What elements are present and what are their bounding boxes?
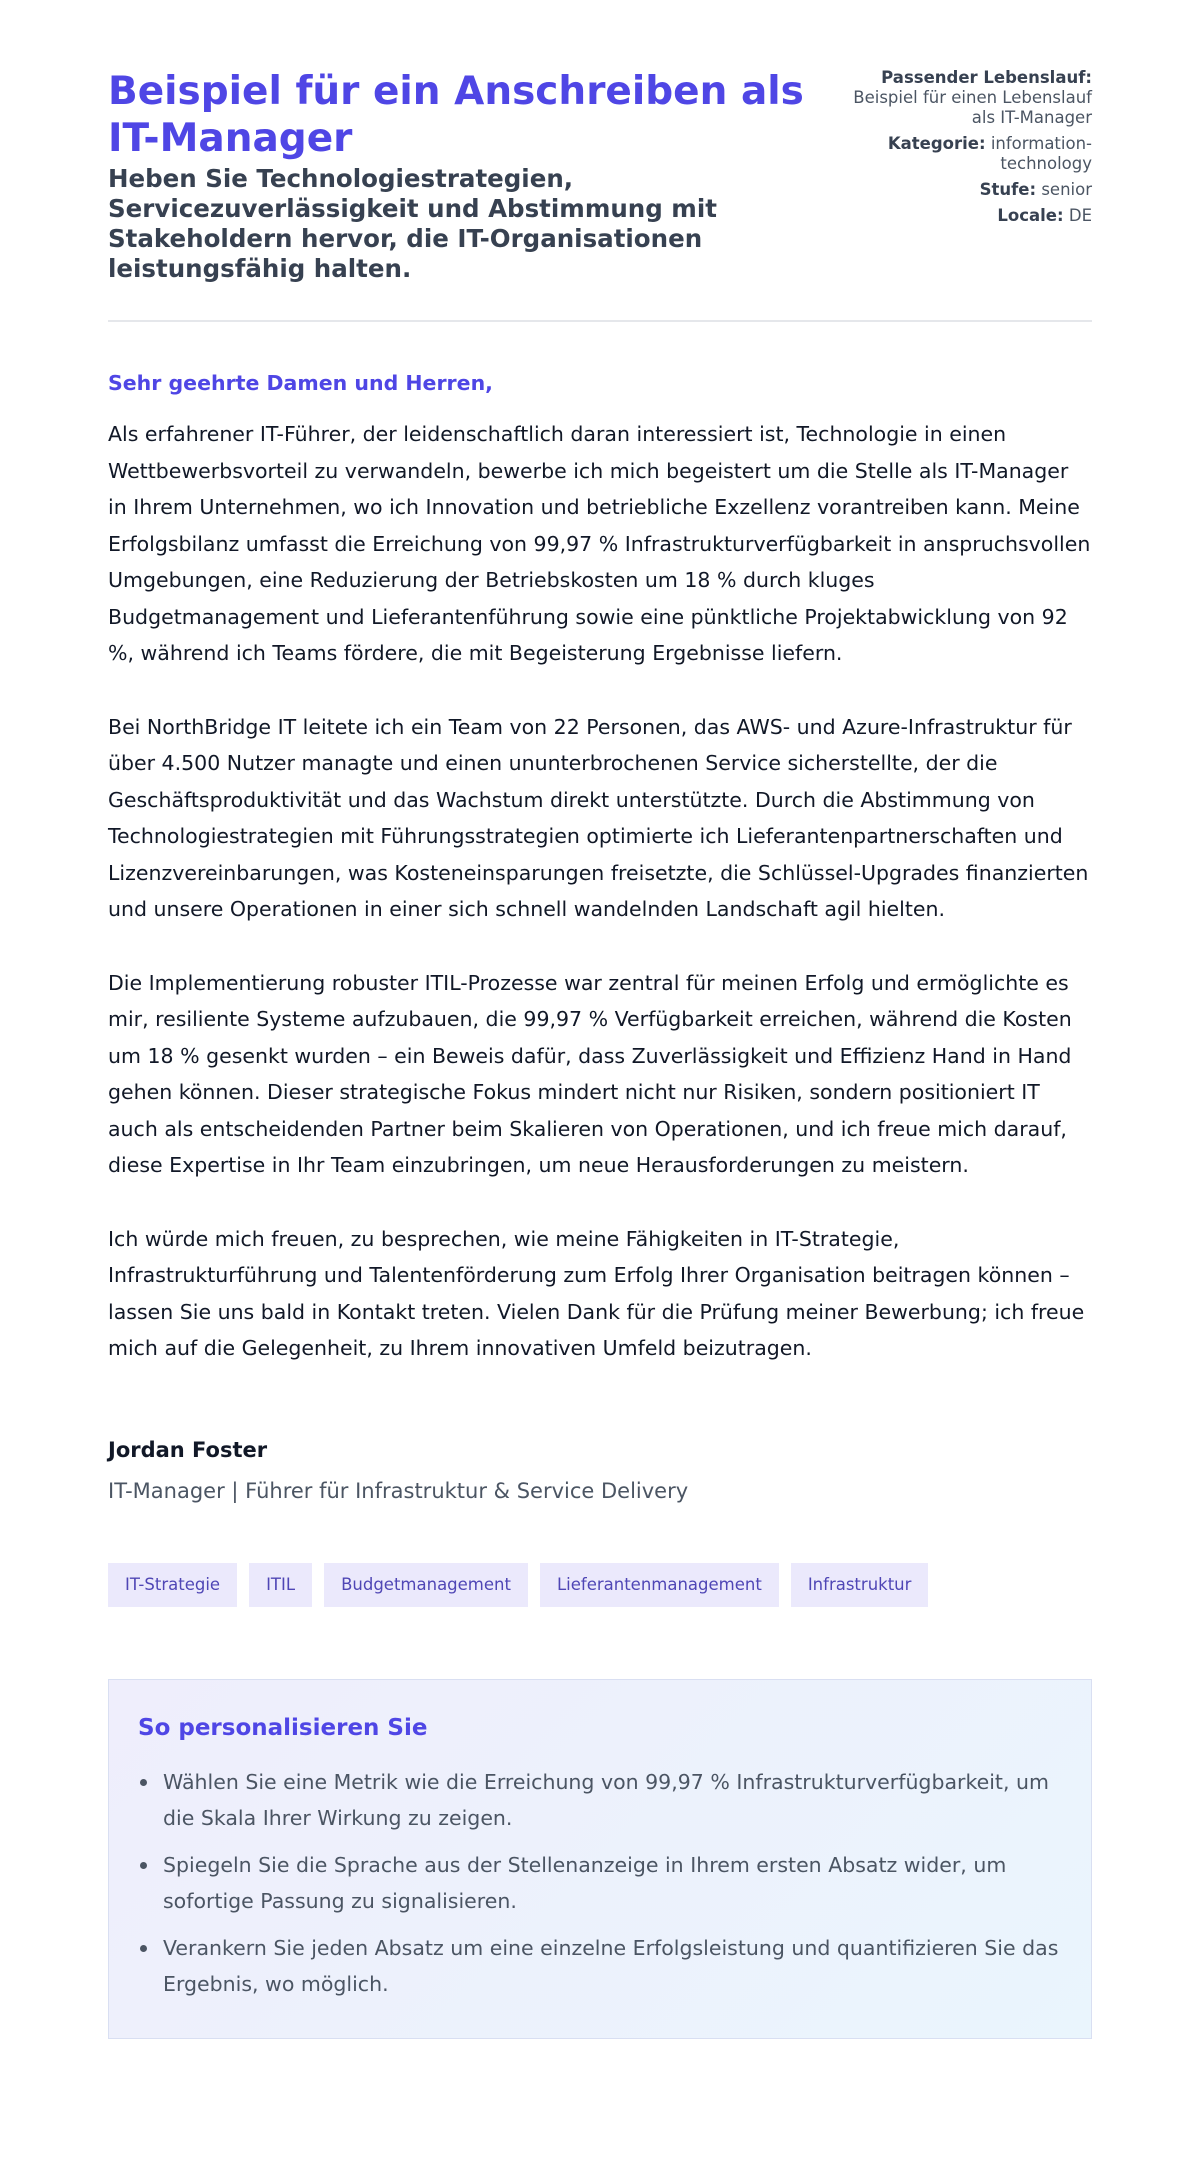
skill-tags [108, 1563, 1092, 1607]
meta-category [852, 134, 1092, 174]
tip-item [138, 1930, 1063, 2002]
meta-label: Locale: [997, 206, 1064, 225]
skill-tag[interactable]: Infrastruktur [791, 1563, 929, 1607]
meta-info [852, 68, 1092, 232]
meta-level [852, 180, 1092, 200]
tips-title: So personalisieren Sie [138, 1714, 428, 1741]
letter-body [108, 370, 1092, 1367]
meta-value: DE [1068, 206, 1092, 225]
skill-tag[interactable]: IT-Strategie [108, 1563, 237, 1607]
letter-paragraph: Bei NorthBridge IT leitete ich ein Team von 22 Personen, das AWS- und Azure-Infrastruktur für über 4.500 Nutzer managte und einen ununterbrochenen Service sicherstellte, der die Geschäftsproduktivität und das Wachstum direkt unterstützte. Durch die Abstimmung von Technologiestrategien mit Führungsstrategien optimierte ich Lieferantenpartnerschaften und Lizenzvereinbarungen, was Kosteneinsparungen freisetzte, die Schlüssel-Upgrades finanzierten und unsere Operationen in einer sich schnell wandelnden Landschaft agil hielten. [108, 714, 1089, 921]
personalization-tips [108, 1679, 1092, 2039]
tip-text: Spiegeln Sie die Sprache aus der Stellenanzeige in Ihrem ersten Absatz wider, um sofortige Passung zu signalisieren. [163, 1852, 1007, 1913]
matching-resume-link[interactable]: Beispiel für einen Lebenslauf als IT-Manager [853, 88, 1092, 127]
header-titles [108, 68, 828, 284]
letter-paragraph: Als erfahrener IT-Führer, der leidenschaftlich daran interessiert ist, Technologie in einen Wettbewerbsvorteil zu verwandeln, bewerbe ich mich begeistert um die Stelle als IT-Manager in Ihrem Unternehmen, wo ich Innovation und betriebliche Exzellenz vorantreiben kann. Meine Erfolgsbilanz umfasst die Erreichung von 99,97 % Infrastrukturverfügbarkeit in anspruchsvollen Umgebungen, eine Reduzierung der Betriebskosten um 18 % durch kluges Budgetmanagement und Lieferantenführung sowie eine pünktliche Projektabwicklung von 92 %, während ich Teams fördere, die mit Begeisterung Ergebnisse liefern. [108, 422, 1091, 665]
signature-block [108, 1437, 1092, 1505]
tip-text: Wählen Sie eine Metrik wie die Erreichung von 99,97 % Infrastrukturverfügbarkeit, um die Skala Ihrer Wirkung zu zeigen. [163, 1769, 1049, 1830]
skill-tag[interactable]: ITIL [249, 1563, 312, 1607]
meta-label: Passender Lebenslauf: [881, 68, 1092, 87]
signature-name: Jordan Foster [108, 1437, 268, 1462]
meta-matching-resume [852, 68, 1092, 128]
meta-value: information-technology [990, 134, 1092, 173]
meta-locale [852, 206, 1092, 226]
letter-paragraph: Ich würde mich freuen, zu besprechen, wie meine Fähigkeiten in IT-Strategie, Infrastrukturführung und Talentenförderung zum Erfolg Ihrer Organisation beitragen können – lassen Sie uns bald in Kontakt treten. Vielen Dank für die Prüfung meiner Bewerbung; ich freue mich auf die Gelegenheit, zu Ihrem innovativen Umfeld beizutragen. [108, 1226, 1085, 1360]
meta-value: senior [1041, 180, 1092, 199]
letter-paragraph: Die Implementierung robuster ITIL-Prozesse war zentral für meinen Erfolg und ermöglichte es mir, resiliente Systeme aufzubauen, die 99,97 % Verfügbarkeit erreichen, während die Kosten um 18 % gesenkt wurden – ein Beweis dafür, dass Zuverlässigkeit und Effizienz Hand in Hand gehen können. Dieser strategische Fokus mindert nicht nur Risiken, sondern positioniert IT auch als entscheidenden Partner beim Skalieren von Operationen, und ich freue mich darauf, diese Expertise in Ihr Team einzubringen, um neue Herausforderungen zu meistern. [108, 970, 1072, 1177]
bullet-icon [140, 1862, 147, 1869]
bullet-icon [140, 1779, 147, 1786]
page-title: Beispiel für ein Anschreiben als IT-Manager [108, 69, 804, 161]
tip-item [138, 1764, 1063, 1836]
page-subtitle: Heben Sie Technologiestrategien, Servicezuverlässigkeit und Abstimmung mit Stakeholdern hervor, die IT-Organisationen leistungsfähig halten. [108, 164, 717, 283]
salutation: Sehr geehrte Damen und Herren, [108, 371, 493, 395]
page-header [108, 68, 1092, 322]
skill-tag[interactable]: Budgetmanagement [324, 1563, 528, 1607]
meta-label: Kategorie: [887, 134, 986, 153]
tips-list [138, 1764, 1063, 2002]
bullet-icon [140, 1945, 147, 1952]
tip-text: Verankern Sie jeden Absatz um eine einzelne Erfolgsleistung und quantifizieren Sie das Ergebnis, wo möglich. [163, 1935, 1059, 1996]
signature-title: IT-Manager | Führer für Infrastruktur & Service Delivery [108, 1478, 689, 1503]
tip-item [138, 1847, 1063, 1919]
meta-label: Stufe: [979, 180, 1037, 199]
skill-tag[interactable]: Lieferantenmanagement [540, 1563, 779, 1607]
